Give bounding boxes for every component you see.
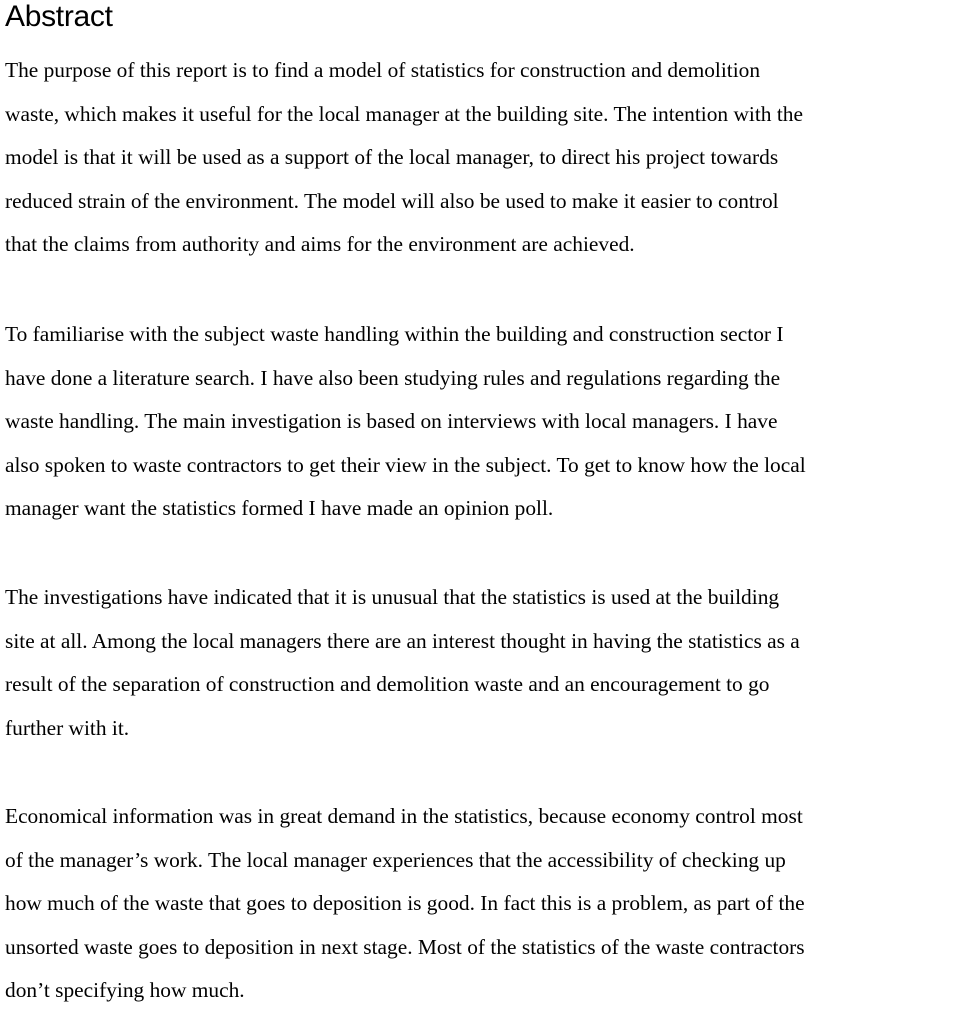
paragraph-line: reduced strain of the environment. The model will also be used to make it easier to control	[5, 188, 779, 213]
paragraph-line: site at all. Among the local managers there are an interest thought in having the statistics as a	[5, 628, 800, 653]
paragraph-line: of the manager’s work. The local manager experiences that the accessibility of checking up	[5, 847, 786, 872]
paragraph-line: waste, which makes it useful for the local manager at the building site. The intention with the	[5, 101, 803, 126]
paragraph-line: The purpose of this report is to find a model of statistics for construction and demolition	[5, 58, 761, 82]
paragraph-line: result of the separation of construction and demolition waste and an encouragement to go	[5, 672, 770, 696]
paragraph-line: don’t specifying how much.	[5, 978, 245, 1002]
paragraph-line: have done a literature search. I have also been studying rules and regulations regarding the	[5, 365, 781, 390]
abstract-paragraph-2	[5, 313, 960, 531]
paragraph-line: further with it.	[5, 715, 130, 740]
paragraph-line: unsorted waste goes to deposition in next stage. Most of the statistics of the waste contractors	[5, 934, 805, 959]
abstract-paragraph-1	[5, 49, 960, 267]
abstract-heading: Abstract	[5, 0, 113, 33]
paragraph-line: Economical information was in great demand in the statistics, because economy control most	[5, 804, 803, 828]
paragraph-line: also spoken to waste contractors to get their view in the subject. To get to know how the local	[5, 452, 806, 477]
abstract-paragraph-3	[5, 576, 960, 750]
abstract-paragraph-4	[5, 795, 960, 1013]
paragraph-line: how much of the waste that goes to deposition is good. In fact this is a problem, as part of the	[5, 891, 805, 915]
paragraph-line: The investigations have indicated that it is unusual that the statistics is used at the building	[5, 585, 780, 609]
paragraph-line: waste handling. The main investigation is based on interviews with local managers. I have	[5, 409, 778, 433]
paragraph-line: model is that it will be used as a support of the local manager, to direct his project towards	[5, 145, 779, 169]
paragraph-line: that the claims from authority and aims for the environment are achieved.	[5, 232, 635, 256]
paragraph-line: To familiarise with the subject waste handling within the building and construction sector I	[5, 322, 784, 346]
paragraph-line: manager want the statistics formed I have made an opinion poll.	[5, 496, 554, 520]
